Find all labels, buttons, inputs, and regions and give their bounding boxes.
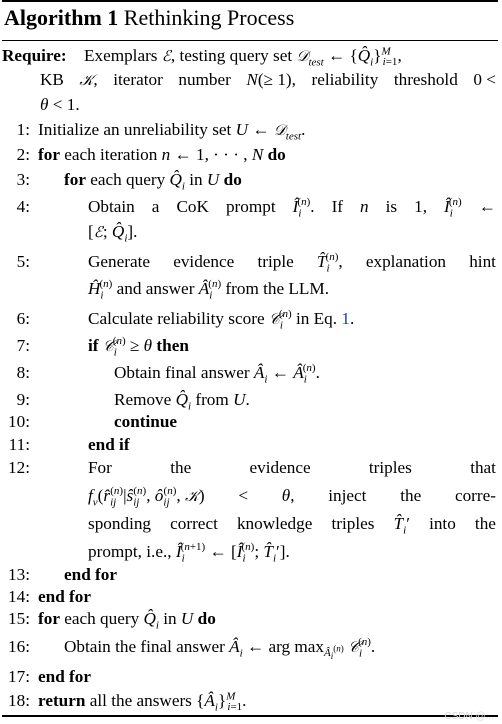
step-text: Generate evidence triple $T̂_i^{(n)}$, explanation hint	[88, 251, 496, 275]
step-number: 18:	[8, 691, 30, 710]
require-line-2	[2, 68, 498, 92]
step-10	[2, 410, 498, 434]
step-5-cont	[2, 277, 498, 301]
step-number: 2:	[16, 145, 30, 164]
step-4-cont	[2, 220, 498, 244]
caption-label: Algorithm 1	[4, 5, 119, 30]
step-6	[2, 307, 498, 331]
algorithm-box	[2, 0, 498, 718]
step-number: 8:	[16, 363, 30, 382]
end-for-keyword: end for	[38, 587, 91, 606]
step-5	[2, 250, 498, 274]
step-9	[2, 388, 498, 412]
require-keyword: Require:	[2, 46, 67, 65]
step-11	[2, 433, 498, 457]
step-2	[2, 143, 498, 167]
step-text: sponding correct knowledge triples $T̂_i'$ into the	[88, 514, 496, 537]
equation-link[interactable]: 1	[341, 309, 350, 328]
step-text: for each query $Q̂_i$ in U do	[64, 170, 242, 193]
algorithm-caption	[4, 5, 294, 31]
step-8	[2, 361, 498, 385]
end-for-keyword: end for	[38, 667, 91, 686]
step-number: 15:	[8, 609, 30, 628]
step-text: Obtain final answer $Â_i$ ← $Â_i^{(n)}$.	[114, 362, 320, 386]
step-1	[2, 118, 498, 142]
step-text	[88, 433, 130, 457]
step-text: Calculate reliability score 𝒞$_i^{(n)}$ in Eq. 1.	[88, 308, 355, 332]
step-text	[38, 665, 91, 689]
step-text: $f_v(r̂_{ij}^{(n)}|ŝ_{ij}^{(n)}$, $ô_{ij}^{(n)}$, 𝒦) < θ, inject the corre-	[88, 485, 496, 509]
step-12-cont-2	[2, 512, 498, 536]
step-number: 5:	[16, 252, 30, 271]
top-rule	[2, 0, 498, 2]
step-text: For the evidence triples that	[88, 458, 496, 477]
step-number: 10:	[8, 412, 30, 431]
step-text: return all the answers $\{Â_i\}^M_{i=1}$.	[38, 690, 247, 714]
step-number: 1:	[16, 120, 30, 139]
step-12	[2, 456, 498, 480]
step-number: 12:	[8, 458, 30, 477]
step-number: 11:	[8, 435, 30, 454]
step-number: 3:	[16, 170, 30, 189]
step-12-cont-1	[2, 484, 498, 508]
step-number: 9:	[16, 390, 30, 409]
step-text: Remove $Q̂_i$ from U.	[114, 390, 250, 413]
step-text: [ℰ; $Q̂_i$].	[88, 222, 138, 245]
step-text	[38, 585, 91, 609]
step-text: Obtain a CoK prompt $Î_i^{(n)}$. If n is 1, $Î_i^{(n)}$ ←	[88, 196, 496, 220]
caption-rule	[2, 40, 498, 41]
require-line-1	[2, 44, 498, 68]
step-text: $Ĥ_i^{(n)}$ and answer $Â_i^{(n)}$ from the LLM.	[88, 278, 330, 302]
watermark: CSDN @...	[444, 711, 494, 722]
step-13	[2, 563, 498, 587]
step-number: 14:	[8, 587, 30, 606]
step-text: for each query $Q̂_i$ in U do	[38, 609, 216, 632]
step-number: 4:	[16, 197, 30, 216]
step-number: 6:	[16, 309, 30, 328]
bottom-rule	[2, 715, 498, 717]
require-text-1: Exemplars ℰ, testing query set 𝒟$_{test}$ ← $\{Q̂_i\}^M_{i=1}$,	[84, 45, 402, 69]
end-for-keyword: end for	[64, 565, 117, 584]
step-4	[2, 195, 498, 219]
step-text	[64, 563, 117, 587]
step-text: Obtain the final answer $Â_i$ ← arg $\max_{Â_i^{(n)}}$ 𝒞$_i^{(n)}$.	[64, 636, 376, 662]
step-16	[2, 635, 498, 662]
step-text: for each iteration n ← 1, · · · , N do	[38, 145, 286, 164]
caption-title: Rethinking Process	[123, 5, 295, 30]
end-if-keyword: end if	[88, 435, 130, 454]
step-text: prompt, i.e., $Î_i^{(n+1)}$ ← [$Î_i^{(n)}$; $T̂_i'$].	[88, 541, 290, 565]
step-15	[2, 607, 498, 631]
step-number: 13:	[8, 565, 30, 584]
require-line-3	[2, 93, 498, 117]
step-text: if 𝒞$_i^{(n)}$ ≥ θ then	[88, 335, 189, 359]
step-text	[114, 410, 177, 434]
continue-keyword: continue	[114, 412, 178, 431]
step-number: 7:	[16, 336, 30, 355]
step-3	[2, 168, 498, 192]
step-7	[2, 334, 498, 358]
step-text: Initialize an unreliability set U ← 𝒟$_{test}$.	[38, 120, 306, 143]
step-12-cont-3	[2, 540, 498, 564]
require-text-3: θ < 1.	[40, 95, 80, 114]
step-17	[2, 665, 498, 689]
require-text-2: KB 𝒦, iterator number N(≥ 1), reliability threshold 0 <	[40, 70, 496, 89]
step-number: 17:	[8, 667, 30, 686]
step-18	[2, 689, 498, 713]
step-14	[2, 585, 498, 609]
step-number: 16:	[8, 637, 30, 656]
